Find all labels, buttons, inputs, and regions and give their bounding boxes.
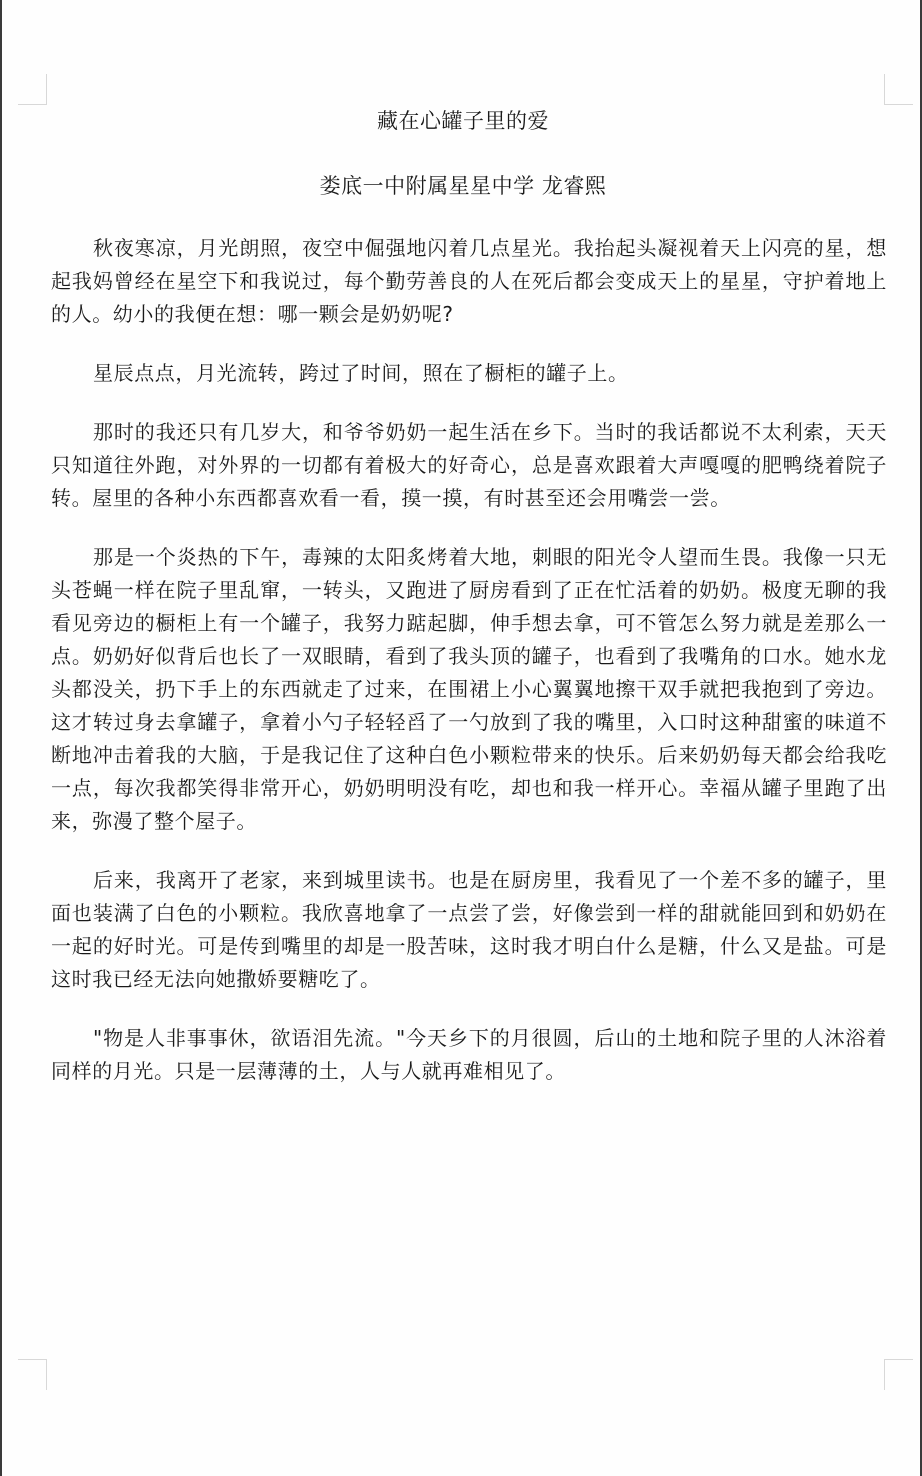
essay-title: 藏在心罐子里的爱 [377,109,549,133]
paragraph-3: 那时的我还只有几岁大，和爷爷奶奶一起生活在乡下。当时的我话都说不太利索，天天只知道往外跑，对外界的一切都有着极大的好奇心，总是喜欢跟着大声嘎嘎的肥鸭绕着院子转。屋里的各种小东西都喜欢看一看，摸一摸，有时甚至还会用嘴尝一尝。 [51,420,887,510]
paragraph-4: 那是一个炎热的下午，毒辣的太阳炙烤着大地，刺眼的阳光令人望而生畏。我像一只无头苍蝇一样在院子里乱窜，一转头，又跑进了厨房看到了正在忙活着的奶奶。极度无聊的我看见旁边的橱柜上有一个罐子，我努力踮起脚，伸手想去拿，可不管怎么努力就是差那么一点。奶奶好似背后也长了一双眼睛，看到了我头顶的罐子，也看到了我嘴角的口水。她水龙头都没关，扔下手上的东西就走了过来，在围裙上小心翼翼地擦干双手就把我抱到了旁边。这才转过身去拿罐子，拿着小勺子轻轻舀了一勺放到了我的嘴里，入口时这种甜蜜的味道不断地冲击着我的大脑，于是我记住了这种白色小颗粒带来的快乐。后来奶奶每天都会给我吃一点，每次我都笑得非常开心，奶奶明明没有吃，却也和我一样开心。幸福从罐子里跑了出来，弥漫了整个屋子。 [51,545,887,833]
crop-mark-bottom-left [18,1359,47,1390]
crop-mark-bottom-right [884,1359,913,1390]
author-line: 娄底一中附属星星中学 龙睿熙 [319,174,607,198]
paragraph-1: 秋夜寒凉，月光朗照，夜空中倔强地闪着几点星光。我抬起头凝视着天上闪亮的星，想起我妈曾经在星空下和我说过，每个勤劳善良的人在死后都会变成天上的星星，守护着地上的人。幼小的我便在想：哪一颗会是奶奶呢? [51,236,887,326]
paragraph-2: 星辰点点，月光流转，跨过了时间，照在了橱柜的罐子上。 [93,361,629,385]
paragraph-6: "物是人非事事休，欲语泪先流。"今天乡下的月很圆，后山的土地和院子里的人沐浴着同样的月光。只是一层薄薄的土，人与人就再难相见了。 [51,1026,887,1083]
crop-mark-top-right [884,74,913,105]
crop-mark-top-left [18,74,47,105]
essay-body [51,232,887,1114]
paragraph-5: 后来，我离开了老家，来到城里读书。也是在厨房里，我看见了一个差不多的罐子，里面也装满了白色的小颗粒。我欣喜地拿了一点尝了尝，好像尝到一样的甜就能回到和奶奶在一起的好时光。可是传到嘴里的却是一股苦味，这时我才明白什么是糖，什么又是盐。可是这时我已经无法向她撒娇要糖吃了。 [51,868,887,991]
